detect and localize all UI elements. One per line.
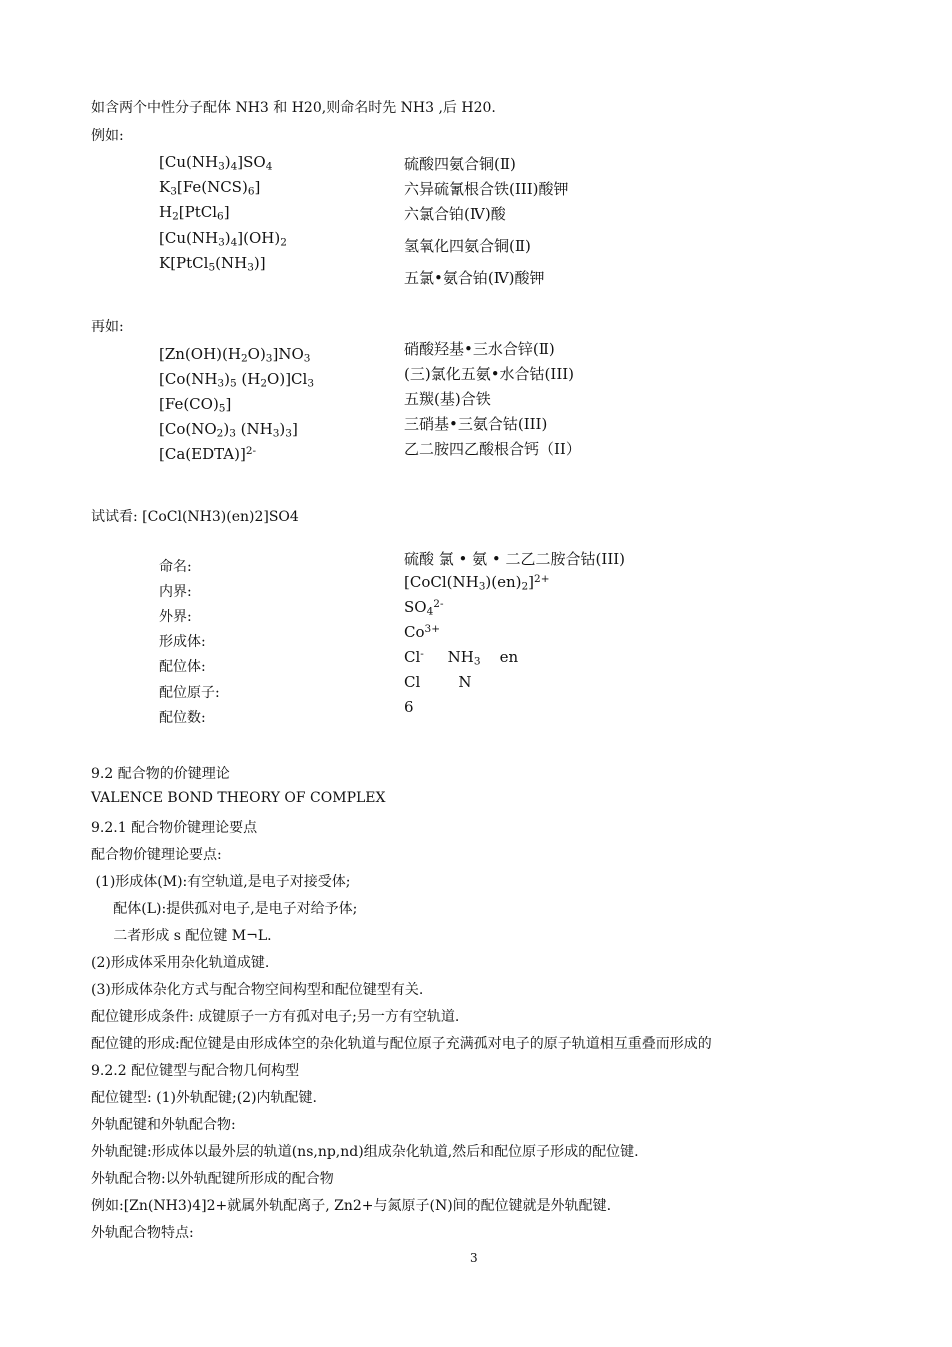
- more-formula: [Ca(EDTA)]$^{2-}$: [159, 444, 257, 463]
- example-formula: $H_2[PtCl_6]$: [159, 203, 230, 223]
- try-value: $[CoCl(NH_3)(en)_2]^{2+}$: [404, 572, 550, 593]
- try-value: Cl N: [404, 673, 472, 691]
- try-label: 形成体:: [159, 634, 206, 650]
- paragraph-line: 配体(L):提供孤对电子,是电子对给予体;: [91, 901, 358, 917]
- example-formula: $K_3[Fe(NCS)_6]$: [159, 178, 261, 198]
- more-name: 三硝基•三氨合钴(III): [404, 415, 548, 433]
- example-name: 六氯合铂(Ⅳ)酸: [404, 205, 506, 223]
- try-label: 配位原子:: [159, 685, 220, 701]
- try-label: 外界:: [159, 609, 192, 625]
- try-label: 内界:: [159, 584, 192, 600]
- more-name: (三)氯化五氨•水合钴(III): [404, 365, 575, 383]
- more-name: 乙二胺四乙酸根合钙（II）: [404, 440, 581, 458]
- paragraph-line: (3)形成体杂化方式与配合物空间构型和配位键型有关.: [91, 982, 424, 998]
- example-label: 例如:: [91, 128, 124, 144]
- paragraph-line: 配合物价键理论要点:: [91, 847, 222, 863]
- more-name: 五羰(基)合铁: [404, 390, 491, 408]
- paragraph-line: (2)形成体采用杂化轨道成键.: [91, 955, 270, 971]
- paragraph-line: 外轨配键:形成体以最外层的轨道(ns,np,nd)组成杂化轨道,然后和配位原子形成的配位键.: [91, 1144, 639, 1160]
- try-value: $Co^{3+}$: [404, 622, 440, 641]
- try-value: 硫酸 氯 • 氨 • 二乙二胺合钴(III): [404, 550, 626, 568]
- example-name: 五氯•氨合铂(Ⅳ)酸钾: [404, 269, 545, 287]
- intro-line: 如含两个中性分子配体 NH3 和 H20,则命名时先 NH3 ,后 H20.: [91, 100, 496, 116]
- try-value: $SO_4^{2-}$: [404, 597, 444, 618]
- more-formula: $[Fe(CO)_5]$: [159, 395, 232, 415]
- paragraph-line: 外轨配键和外轨配合物:: [91, 1117, 236, 1133]
- section-subtitle: VALENCE BOND THEORY OF COMPLEX: [91, 790, 386, 806]
- example-name: 硫酸四氨合铜(Ⅱ): [404, 155, 516, 173]
- example-formula: $[Cu(NH_3)_4]SO_4$: [159, 153, 273, 173]
- paragraph-line: 外轨配合物:以外轨配键所形成的配合物: [91, 1171, 334, 1187]
- more-formula: $[Zn(OH)(H_2O)_3]NO_3$: [159, 345, 311, 365]
- example-name: 氢氧化四氨合铜(Ⅱ): [404, 237, 531, 255]
- example-formula: $K[PtCl_5(NH_3)]$: [159, 254, 266, 274]
- try-value: Cl- $NH_3$ en: [404, 647, 519, 668]
- try-prompt: 试试看: [CoCl(NH3)(en)2]SO4: [91, 509, 299, 525]
- example-name: 六异硫氰根合铁(III)酸钾: [404, 180, 569, 198]
- try-label: 命名:: [159, 559, 192, 575]
- more-name: 硝酸羟基•三水合锌(Ⅱ): [404, 340, 555, 358]
- try-label: 配位数:: [159, 710, 206, 726]
- paragraph-line: 配位键型: (1)外轨配键;(2)内轨配键.: [91, 1090, 317, 1106]
- page-number: 3: [470, 1251, 478, 1265]
- more-formula: [$Co(NH_3)_5$ $(H_2O)]Cl_3$: [159, 370, 315, 390]
- more-formula: [$Co(NO_2)_3$ $(NH_3)_3$]: [159, 420, 298, 440]
- try-label: 配位体:: [159, 659, 206, 675]
- paragraph-line: 例如:[Zn(NH3)4]2+就属外轨配离子, Zn2+与氮原子(N)间的配位键就是外轨配键.: [91, 1198, 612, 1214]
- paragraph-line: 配位键形成条件: 成键原子一方有孤对电子;另一方有空轨道.: [91, 1009, 460, 1025]
- paragraph-line: 二者形成 s 配位键 M¬L.: [91, 928, 272, 944]
- more-label: 再如:: [91, 319, 124, 335]
- paragraph-line: 外轨配合物特点:: [91, 1225, 194, 1241]
- section-subheading: 9.2.1 配合物价键理论要点: [91, 820, 258, 836]
- section-heading: 9.2 配合物的价键理论: [91, 766, 230, 782]
- example-formula: $[Cu(NH_3)_4](OH)_2$: [159, 229, 287, 249]
- section-subheading: 9.2.2 配位键型与配合物几何构型: [91, 1063, 300, 1079]
- try-value: 6: [404, 698, 414, 716]
- paragraph-line: 配位键的形成:配位键是由形成体空的杂化轨道与配位原子充满孤对电子的原子轨道相互重叠而形成的: [91, 1036, 712, 1052]
- paragraph-line: (1)形成体(M):有空轨道,是电子对接受体;: [91, 874, 351, 890]
